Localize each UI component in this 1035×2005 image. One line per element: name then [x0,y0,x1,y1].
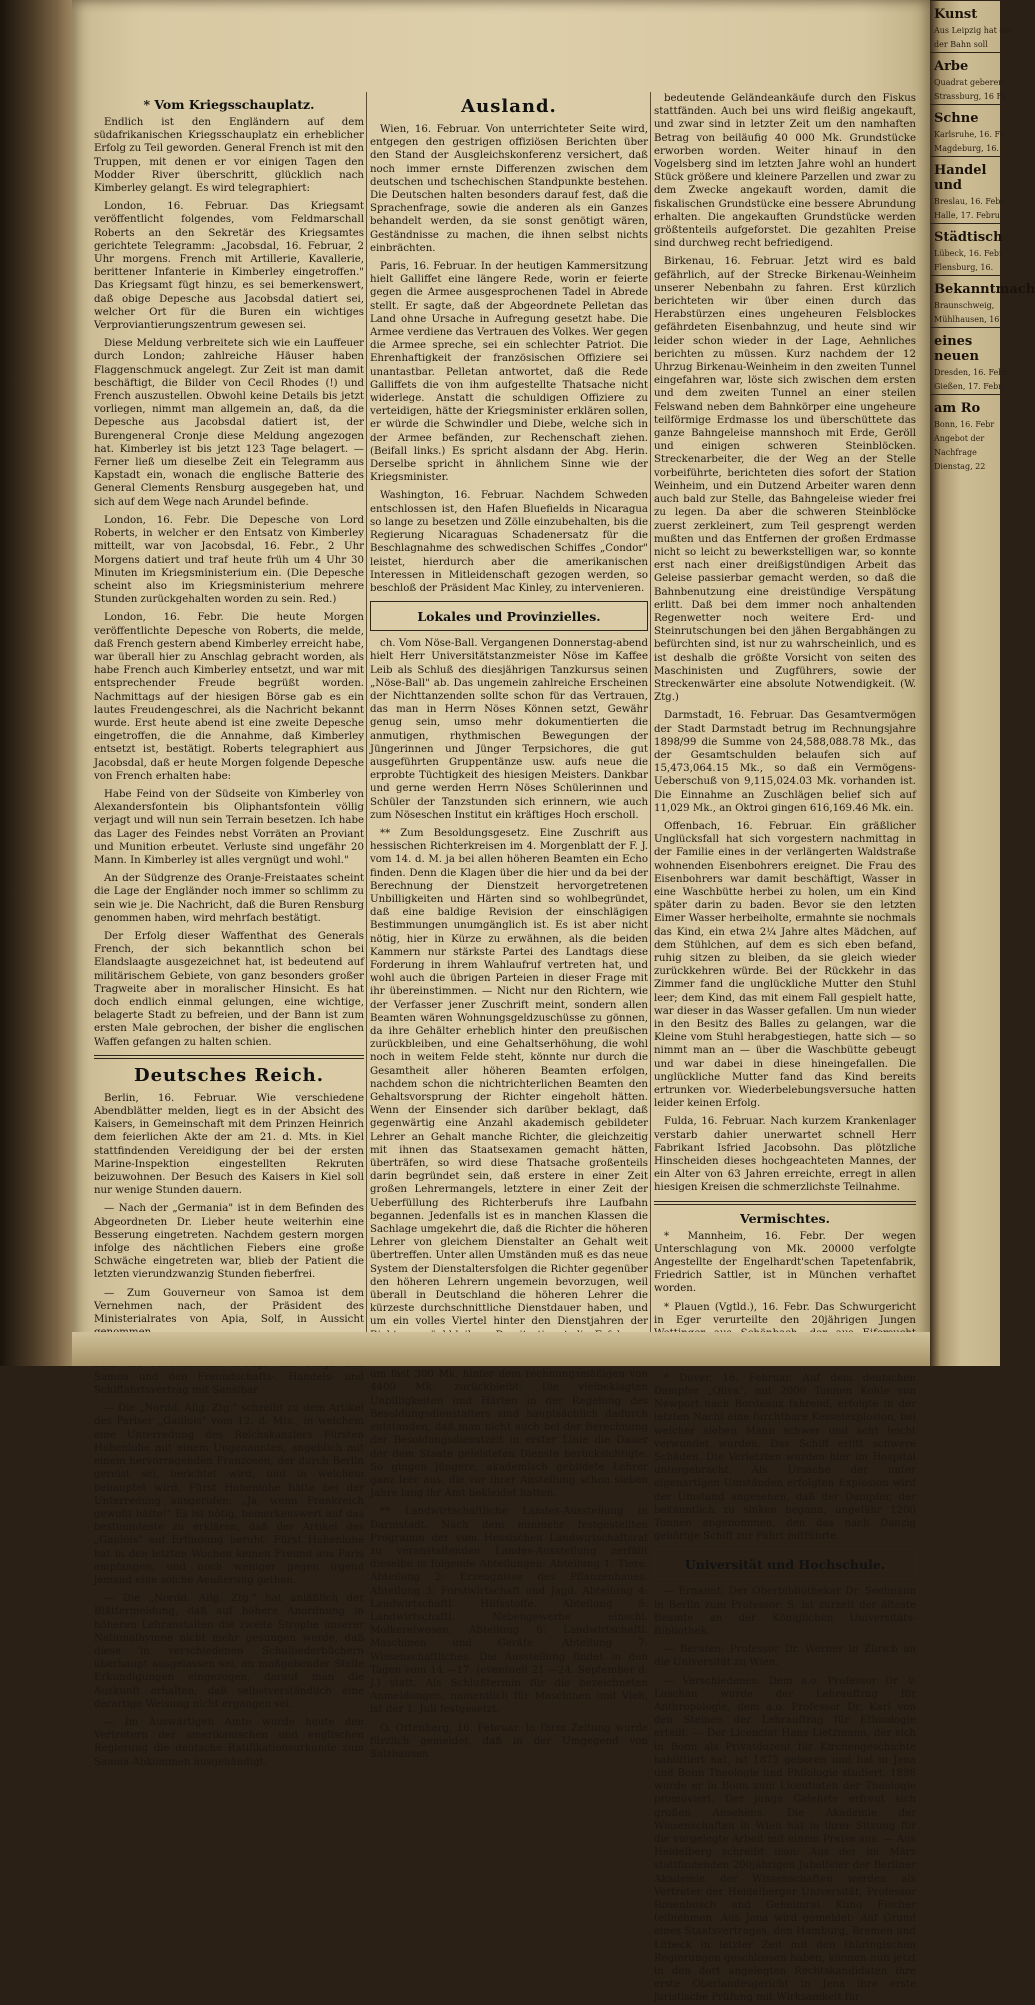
regional-body [654,92,916,1195]
adjacent-heading: eines neuen [930,327,1000,366]
book-binding [0,0,72,1366]
ausland-heading: Ausland. [461,96,557,117]
article-paragraph: * Mannheim, 16. Febr. Der wegen Unterschlagung von Mk. 20000 verfolgte Angestellte der Engelhardt'schen Tapetenfabrik, Friedrich Sattler, ist in München verhaftet worden. [654,1230,916,1295]
adjacent-heading: am Ro [930,394,1000,418]
article-paragraph: Diese Meldung verbreitete sich wie ein Lauffeuer durch London; zahlreiche Häuser haben Flaggenschmuck angelegt. Zur Zeit ist man damit beschäftigt, die Bilder von Cecil Rhodes (!) und French auszustellen. Obwohl keine Details bis jetzt vorliegen, nimmt man allgemein an, daß, da die Depesche aus Jacobsdal datiert ist, der Burengeneral Cronje diese Meldung angezogen hat. Kimberley ist bis jetzt 123 Tage belagert. — Ferner ließ um dieselbe Zeit ein Telegramm aus Kapstadt ein, wonach die englische Batterie des General Clements Rensburg ausgegeben hat, und sich auf dem Wege nach Arundel befinde. [94,338,364,508]
war-body [94,116,364,1049]
article-paragraph: London, 16. Febr. Die Depesche von Lord Roberts, in welcher er den Entsatz von Kimberley mitteilt, war von Jacobsdal, 16. Febr., 2 Uhr Morgens datiert und traf heute früh um 4 Uhr 30 Minuten im Kriegsministerium ein. (Die Depesche scheint also im Kriegsministerium mehrere Stunden zurückgehalten worden zu sein. Red.) [94,514,364,606]
article-paragraph: Offenbach, 16. Februar. Ein gräßlicher Unglücksfall hat sich vorgestern nachmittag in der Familie eines in der verlängerten Waldstraße wohnenden Eisenbohrers ereignet. Die Frau des Eisenbohrers war damit beschäftigt, Wasser in eine Waschbütte herbei zu holen, um ein Kind später darin zu baden. Bevor sie den letzten Eimer Wasser herbeiholte, ermahnte sie nochmals das Kind, ein etwa 2¼ Jahre altes Mädchen, auf dem Stühlchen, auf dem es sich eben befand, ruhig sitzen zu bleiben, da sie gleich wieder zurückkehren würde. Bei der Rückkehr in das Zimmer fand die unglückliche Mutter den Stuhl leer; dem Kind, das mit einem Fall gespielt hatte, war dieser in das Wasser gefallen. Um nun wieder in den Besitz des Balles zu gelangen, war die Kleine vom Stuhl herabgestiegen, hatte sich — so nimmt man an — über die Waschbütte gebeugt und war dabei in diese hineingefallen. Die unglückliche Mutter fand das Kind bereits ertrunken vor. Wiederbelebungsversuche hatten leider keinen Erfolg. [654,820,916,1110]
uni-body [654,1585,916,2004]
verm-heading: Vermischtes. [740,1210,830,1226]
column-1 [94,92,364,1768]
article-paragraph: Endlich ist den Engländern auf dem südafrikanischen Kriegsschauplatz ein erheblicher Erfolg zu Teil geworden. General French ist mit den Truppen, mit denen er vor einigen Tagen den Modder River überschritt, glücklich nach Kimberley gelangt. Es wird telegraphiert: [94,117,364,195]
lokales-heading: Lokales und Provinzielles. [417,609,601,625]
lokales-body [370,637,648,1761]
article-paragraph: — Nach der „Germania" ist in dem Befinden des Abgeordneten Dr. Lieber heute weiterhin eine Besserung eingetreten. Nachdem gestern morgen infolge des nächtlichen Fiebers eine große Schwäche eingetreten war, blieb der Patient die letzten vierundzwanzig Stunden fieberfrei. [94,1203,364,1281]
article-paragraph: Wien, 16. Februar. Von unterrichteter Seite wird, entgegen den gestrigen offiziösen Berichten über den Stand der Ausgleichskonferenz versichert, daß noch immer ernste Differenzen zwischen dem deutschen und tschechischen Standpunkte bestehen. Die Deutschen halten besonders darauf fest, daß die Sprachenfrage, sowie die anderen als ein Ganzes behandelt werden, da sie sonst genötigt wären, Geständnisse zu machen, die ihnen selbst nichts einbrächten. [370,124,648,254]
article-paragraph: Habe Feind von der Südseite von Kimberley von Alexandersfontein bis Oliphantsfontein völlig verjagt und will nun sein Terrain besetzen. Ich habe das Lager des Feindes nebst Vorräten an Proviant und Munition erbeutet. Verluste sind ungefähr 20 Mann. In Kimberley ist alles vergnügt und wohl." [94,788,364,866]
adjacent-text: Angebot der [934,434,985,443]
adjacent-text: Mühlhausen, 16. [934,315,1002,324]
article-paragraph: * Plauen (Vgtld.), 16. Febr. Das Schwurgericht in Eger verurteilte den 20jährigen Jungen [654,1301,916,1326]
article-paragraph: An der Südgrenze des Oranje-Freistaates scheint die Lage der Engländer noch immer so schlimm zu sein wie je. Die Nachricht, daß die Buren Rensburg genommen haben, wird mehrfach bestätigt. [94,873,364,924]
adjacent-text: Lübeck, 16. Febr [934,249,1003,258]
article-paragraph: — Berufen: Professor Dr. Werner in Zürich an die Universität zu Wien. [654,1644,916,1669]
article-paragraph: Washington, 16. Februar. Nachdem Schweden entschlossen ist, den Hafen Bluefields in Nicaragua so lange zu besetzen und Zölle einzubehalten, bis die Regierung Nicaraguas Schadenersatz für die Beschlagnahme des schwedischen Schiffes „Condor" leistet, hierdurch aber die amerikanischen Interessen in Mitleidenschaft gezogen werden, so beschloß der Präsident Mac Kinley, zu intervenieren. [370,490,648,594]
article-paragraph: ** Landwirtschaftliche Landes-Ausstellung in Darmstadt. Nach dem nunmehr festgestellten Programm der vom Hessischen Landwirtschaftsrat zu veranstaltenden Landes-Ausstellung zerfällt dieselbe in folgende Abteilungen: Abteilung 1: Tiere. Abteilung 2: Erzeugnisse des Pflanzenbaues. Abteilung 3: Forstwirtschaft und Jagd. Abteilung 4: Landwirtschaftl. Hilfsstoffe. Abteilung 5: Landwirtschaftl. Nebengewerbe einschl. Molkereiwesen. Abteilung 6: Landwirtschaftl. Maschinen und Geräte. Abteilung 7: Wissenschaftliches. Die Ausstellung findet in den Tagen vom 14.—17. (eventuell 21.—24. September d. J.) statt. Als Schlußtermin für die bezeichneten Anmeldungen, namentlich für Maschinen und Vieh, ist der 1. Juli festgesetzt. [370,1506,648,1716]
adjacent-text: Bonn, 16. Febr [934,420,995,429]
article-paragraph: Samoa und den Freundschafts-, Handels- und Schiffahrtsvertrag mit Sansibar. [94,1371,364,1397]
article-paragraph: ch. Vom Nöse-Ball. Vergangenen Donnerstag-abend hielt Herr Universitätstanzmeister Nöse im Kaffee Leib als Schluß des diesjährigen Tanzkursus seinen „Nöse-Ball" ab. Das ungemein zahlreiche Erscheinen der Nichttanzenden sollte schon für das Vertrauen, das man in Herrn Nöses Können setzt, Gewähr genug sein, umso mehr dokumentierten die anmutigen, rhythmischen Bewegungen der Jüngerinnen und Jünger Terpsichores, die gut ausgeführten Gruppentänze usw. aufs neue die erprobte Tüchtigkeit des hiesigen Meisters. Dankbar und gerne werden Herrn Nöses Schülerinnen und Schüler der Tanzstunden sich erinnern, wie auch zum Nöseschen Institut ein kräftiges Hoch erscholl. [370,638,648,821]
adjacent-text: Dresden, 16. Febr [934,368,1008,377]
adjacent-text: Strassburg, 16 Fe [934,92,1007,101]
war-heading: * Vom Kriegsschauplatz. [143,97,315,112]
ausland-body [370,123,648,595]
page-bottom-edge [72,1332,930,1366]
article-paragraph: O. Ortenberg, 16. Februar. In Ihrer Zeitung wurde fürzlich gemeldet, daß in der Umgegend von Salzhausen [370,1722,648,1760]
article-paragraph: Paris, 16. Februar. In der heutigen Kammersitzung hielt Galliffet eine längere Rede, worin er feierte gegen die Armee ausgesprochenen Tadel in Abrede stellt. Er sagte, daß der Abgeordnete Pelletan das Land ohne Ursache in Aufregung gesetzt habe. Die Armee verdiene das Vertrauen des Volkes. Wer gegen die Armee spreche, sei ein schlechter Patriot. Die Ehrenhaftigkeit der französischen Offiziere sei unantastbar. Pelletan antwortet, daß die Rede Galliffets die von ihm aufgestellte Thatsache nicht widerlege. Anstatt die schuldigen Offiziere zu verteidigen, hätte der Kriegsminister erklären sollen, er würde die Schwindler und Diebe, welche sich in der Armee befänden, zur Rechenschaft ziehen. (Beifall links.) Es spricht alsdann der Abg. Herin. Derselbe spricht in ähnlichem Sinne wie der Kriegsminister. [370,261,648,484]
section-rule [654,1201,916,1205]
article-paragraph: — Ernannt: Der Oberbibliothekar Dr. Seelmann in Berlin zum Professor. S. ist zurzeit der älteste Beamte an der Königlichen Universitäts-Bibliothek. [654,1586,916,1637]
adjacent-text: Halle, 17. Febru [934,211,1000,220]
adjacent-text: Magdeburg, 16. [934,144,999,153]
column-2 [370,92,648,1760]
column-3 [654,92,916,2004]
verm-body [654,1230,916,1544]
adjacent-text: Quadrat geberen [934,78,1004,87]
article-paragraph: — Im Auswärtigen Amte wurde heute den Vertretern der amerikanischen und englischen Regierung die deutsche Ratifikationsurkunde zum Samoa-Abkommen ausgehändigt. [94,1716,364,1768]
article-paragraph: Fulda, 16. Februar. Nach kurzem Krankenlager verstarb dahier unerwartet schnell Herr Fabrikant Isfried Jacobsohn. Das plötzliche Hinscheiden dieses hochgeachteten Mannes, der ein Alter von 63 Jahren erreichte, erregt in allen hiesigen Kreisen die schmerzlichste Teilnahme. [654,1116,916,1194]
article-paragraph: London, 16. Febr. Die heute Morgen veröffentlichte Depesche von Roberts, die melde, daß French gestern abend Kimberley erreicht habe, war überall hier zu Anschlag gebracht worden, als habe French auch Kimberley entsetzt, und war mit entsprechender Freude begrüßt worden. Nachmittags auf der hiesigen Börse gab es ein lautes Freudengeschrei, als die Nachricht bekannt wurde. Erst heute abend ist eine zweite Depesche eingetroffen, die die Annahme, daß Kimberley entsetzt ist, bestätigt. Roberts telegraphiert aus Jacobsdal, daß er heute Morgen folgende Depesche von French erhalten habe: [94,612,364,782]
article-paragraph: Berlin, 16. Februar. Wie verschiedene Abendblätter melden, liegt es in der Absicht des Kaisers, in Gemeinschaft mit dem Prinzen Heinrich dem feierlichen Akte der am 21. d. Mts. in Kiel stattfindenden Vereidigung der bei der ersten Marine-Inspektion eingestellten Rekruten beizuwohnen. Der Besuch des Kaisers in Kiel soll nur wenige Stunden dauern. [94,1092,364,1197]
lokales-heading-box [370,601,648,631]
adjacent-heading: Handel und [930,156,1000,195]
article-paragraph: — Die „Nordd. Allg. Ztg." schreibt zu dem Artikel des Pariser „Gaulois" vom 12. d. Mts., in welchem eine Unterredung des Reichskanzlers Fürsten Hohenlohe mit einem Ungenannten, angeblich mit einem hervorragenden Franzosen, der durch Berlin gereist sei, berichtet wird, und in welchem behauptet wird, Fürst Hohenlohe hätte bei der Unterredung ausgerufen: „Ja, wenn Frankreich gewollt hätte!" Es ist nötig, bemerkenswert auf das bestimmteste zu erklären, daß der Artikel des „Gaulois" auf Erfindung beruht. Fürst Hohenlohe hat in den letzten Wochen keinen Freund aus Paris empfangen, und noch weniger gegen irgend jemand eine solche Aeußerung gethan. [94,1403,364,1586]
article-paragraph: — Zum Gouverneur von Samoa ist dem Vernehmen nach, der Präsident des Ministerialrates von Apia, Solf, in Aussicht [94,1287,364,1326]
article-paragraph: ** Zum Besoldungsgesetz. Eine Zuschrift aus hessischen Richterkreisen im 4. Morgenblatt der F. J. vom 14. d. M. ja bei allen höheren Beamten ein Echo finden. Denn die Klagen über die hier und da bei der Berechnung der Dienstzeit hervorgetretenen Unbilligkeiten und Härten sind so wohlbegründet, daß eine baldige Revision der einschlägigen Bestimmungen unumgänglich ist. Es ist aber nicht nötig, hier in Kürze zu erwähnen, als die beiden Kammern nur stärkste Partei des Landtags diese Forderung in ihrem Wahlaufruf vertreten hat, und wohl auch die übrigen Parteien in dieser Frage mit ihr übereinstimmen. — Nicht nur den Richtern, wie der Verfasser jener Zuschrift meint, sondern allen Beamten wären Wohnungsgeldzuschüsse zu gönnen, da ihre Gehälter erheblich hinter den preußischen zurückbleiben, und eine Gehaltserhöhung, die wohl noch in weitem Felde steht, könnte nur durch die Gesamtheit aller höheren Beamten erfolgen, nachdem schon die nichtrichterlichen Beamten den Gehaltsvorsprung der Richter eingeholt hätten. Wenn der Einsender sich darüber beklagt, daß gegenwärtig eine Anzahl akademisch gebildeter Lehrer an Gehalt manche Richter, die gleichzeitig mit ihnen das Staatsexamen gemacht hätten, überträfen, so wird diese Thatsache großenteils darin begründet sein, daß erstere in einer Zeit großen Lehrermangels, letztere in einer Zeit der Ueberfüllung des Richterberufs ihre Laufbahn begannen. Jedenfalls ist es in manchen Klassen die Sachlage umgekehrt die, daß die Richter die höheren Lehrer von gleichem Dienstalter an Gehalt weit übertreffen. Unter allen Umständen muß es das neue System der Dienstaltersfolgen die Richter gegenüber den höheren Lehrern ungemein bevorzugen, weil überall in Deutschland die höheren Lehrer die kürzeste durchschnittliche Dienstdauer haben, und um ein volles Viertel hinter den Dienstjahren der um fast 300 Mk. hinter dem rechnungsmäßigen von 4400 Mk. zurückbleibt. Die vielbeklagten Unbilligkeiten und Härten in der Regelung des Besoldungsdienstalters sind hauptsächlich dadurch entstanden, daß man nicht auch bei der Berechnung der Besoldungsdienstzeit in erster Linie die Dauer der dem Staate geleisteten Dienste berücksichtigte. So gingen jüngere, akademisch gebildete Lehrer ganz leer aus, die vor ihrer Anstellung schon sieben Jahre lang ihr Amt bekleidet hatten. [370,827,648,1500]
reich-heading: Deutsches Reich. [133,1064,325,1086]
adjacent-text: Gießen, 17. Febr [934,382,1003,391]
article-paragraph: — Die „Nordd. Allg. Ztg." hat anläßlich der Blättermeldung, daß auf höhere Anordnung in höheren Lehranstalten die zweite Strophe unserer Nationalhymne nicht mehr gesungen werde, daß diese in verschiedenen Schulliederbüchern überhaupt ausgelassen sei, an maßgebender Stelle Erkundigungen eingezogen, darauf man die Auskunft erhalten, daß selbstverständlich eine derartige Weisung nicht ergangen sei. [94,1593,364,1710]
section-rule [94,1055,364,1059]
newspaper-page [72,0,930,2004]
article-paragraph: Der Erfolg dieser Waffenthat des Generals French, der sich bekanntlich schon bei Elandslaagte ausgezeichnet hat, ist bedeutend auf militärischem Gebiete, von ganz besonders großer Tragweite aber in moralischer Hinsicht. Es hat doch endlich einmal gelungen, eine wichtige, belagerte Stadt zu befreien, und der Bann ist zum ersten Male gebrochen, der bisher die englischen Waffen gefangen zu halten schien. [94,930,364,1048]
adjacent-page-strip [930,0,1035,1366]
adjacent-text: Braunschweig, [934,301,995,310]
article-paragraph: — Verschiedenes: Dem a.o. Professor Dr. v. Luschan wurde der Lehrauftrag für Anthropologie, dem a.o. Professor Dr. Karl von den Steinen der Lehrauftrag für Ethnologie erteilt. — Der Licenciat Hans Lietzmann, der sich in Bonn als Privatdozent für Kirchengeschichte habilitiert hat, ist 1875 geboren und hat in Jena und Bonn Theologie und Philologie studiert. 1896 wurde er in Bonn zum Licentiaten der Theologie promoviert. Der junge Gelehrte erfreut sich großen Ansehens. Die Akademie der Wissenschaften in Wien hat in ihrer Sitzung für die vorgelegte Arbeit mit einem Preise aus. — Aus Heidelberg schreibt man: Aus der im März stattfindenden 200jährigen Jubelfeier der Berliner Akademie der Wissenschaften werden als Vertreter der Heidelberger Universität, Professor Rosenbusch und Geheimrat Kuno Fischer teilnehmen. Aus Jena wird gemeldet: Auf Grund eines Staatsvertrages, den Hamburg, Bremen und Lübeck in letzter Zeit mit den thüringischen Regierungen geschlossen haben, können nun jetzt in den dort angelegten Rechtskandidaten ihre erste Oberlandesgericht in Jena ihre erste juristische Prüfung mit Wirksamkeit für [654,1675,916,2004]
article-paragraph: bedeutende Geländeankäufe durch den Fiskus stattfänden. Auch bei uns wird fleißig angekauft, und zwar sind in letzter Zeit um den namhaften Betrag von beiläufig 40 000 Mk. Grundstücke erworben worden. Weiter hinauf in den Vogelsberg sind im letzten Jahre wohl an hundert Stück größere und kleinere Parzellen und zwar zu dem Zwecke angekauft worden, damit die fiskalischen Grundstücke eine bessere Abrundung erhalten. Die angekauften Grundstücke werden größtenteils aufgeforstet. Die gezahlten Preise sind durchweg recht befriedigend. [654,93,916,250]
column-divider [650,92,651,1332]
adjacent-text: Flensburg, 16. [934,263,994,272]
reich-body [94,1092,364,1769]
article-paragraph: London, 16. Februar. Das Kriegsamt veröffentlicht folgendes, vom Feldmarschall Roberts an den Sekretär des Kriegsamtes gerichtete Telegramm: „Jacobsdal, 16. Februar, 2 Uhr morgens. French mit Artillerie, Kavallerie, berittener Infanterie in Kimberley eingetroffen." Das Kriegsamt fügt hinzu, es sei bemerkenswert, daß obige Depesche aus Jacobsdal datiert sei, welcher Ort für die Buren ein wichtiges Verproviantierungszentrum gewesen sei. [94,201,364,332]
article-paragraph: Birkenau, 16. Februar. Jetzt wird es bald gefährlich, auf der Strecke Birkenau-Weinheim unserer Nebenbahn zu fahren. Erst kürzlich berichteten wir über einen durch das Herabstürzen eines ungeheuren Felsblockes gefährdeten Eisenbahnzug, und heute sind wir leider schon wieder in der Lage, Aehnliches berichten zu müssen. Kurz nachdem der 12 Uhrzug Birkenau-Weinheim in den zweiten Tunnel eingefahren war, löste sich zwischen dem ersten und dem zweiten Tunnel an einer steilen Felswand neben dem Bahnkörper eine ungeheure teilförmige Erdmasse los und überschüttete das ganze Bahngeleise mannshoch mit Erde, Geröll und einigen schweren Steinblöcken. Streckenarbeiter, die der Weg an der Stelle vorbeiführte, berichteten dies sofort der Station Weinheim, und ein Dutzend Arbeiter waren denn auch bald zur Stelle, das Bahngeleise wieder frei zu legen. Da aber die schweren Steinblöcke zuerst zerkleinert, zum Teil gesprengt werden mußten und das Entfernen der großen Erdmasse nicht so leicht zu bewerkstelligen war, so konnte erst nach einer dreißigstündigen Arbeit das Geleise passierbar gemacht werden, so daß die Bahnbenutzung eine dreistündige Verspätung erlitt. Daß bei dem immer noch anhaltenden Regenwetter noch weitere Erd- und Steinrutschungen bei den jähen Bergabhängen zu befürchten sind, ist nur zu wahrscheinlich, und es ist deshalb die größte Vorsicht von seiten des Maschinisten und Zugführers, sowie der Streckenwärter eine absolute Notwendigkeit. (W. Ztg.) [654,256,916,704]
adjacent-text: der Bahn soll [934,40,988,49]
column-divider [366,92,367,1332]
adjacent-text: Breslau, 16. Febr [934,197,1005,206]
adjacent-heading: Städtisch [930,223,1000,247]
uni-heading-box [654,1549,916,1579]
adjacent-heading: Arbe [930,52,1000,76]
adjacent-heading: Schne [930,104,1000,128]
adjacent-text: Karlsruhe, 16. Fe [934,130,1005,139]
adjacent-text: Dienstag, 22 [934,462,986,471]
article-paragraph: * Dover, 16. Februar. Auf dem deutschen Dampfer „Oliva", mit 2000 Tonnen Kohle von Newport nach Bordeaux fahrend, erfolgte in der letzten Nacht eine furchtbare Kesselexplosion, bei welcher sieben Mann schwer und acht leicht verwundet wurden. Das Schiff erlitt schwere Schäden. Die Verletzten wurden hier im Hospital untergebracht. Als Ursache der unter eigenartigen Umständen erfolgten Explosion wird der Umstand angesehen, daß der Dampfer, der bekanntlich zu sinken begann, ungefähr 1200 Tonnen angenommen, den das nach Danzig gehörige Schiff zur Fahrt mitführte. [654,1372,916,1543]
adjacent-heading: Bekanntmach [930,275,1000,299]
adjacent-text: Nachfrage [934,448,977,457]
adjacent-heading: Kunst [930,0,1000,24]
article-paragraph: Darmstadt, 16. Februar. Das Gesamtvermögen der Stadt Darmstadt betrug im Rechnungsjahre 1898/99 die Summe von 24,588,088.78 Mk., das der Gesamtschulden belaufen sich auf 15,473,064.15 Mk., so daß ein Vermögens-Ueberschuß von 9,115,024.03 Mk. vorhanden ist. Die Einnahme an Zuschlägen belief sich auf 11,029 Mk., an Oktroi gingen 616,169.46 Mk. ein. [654,710,916,814]
adjacent-text: Aus Leipzig hat die [934,26,1012,35]
uni-heading: Universität und Hochschule. [684,1557,886,1573]
